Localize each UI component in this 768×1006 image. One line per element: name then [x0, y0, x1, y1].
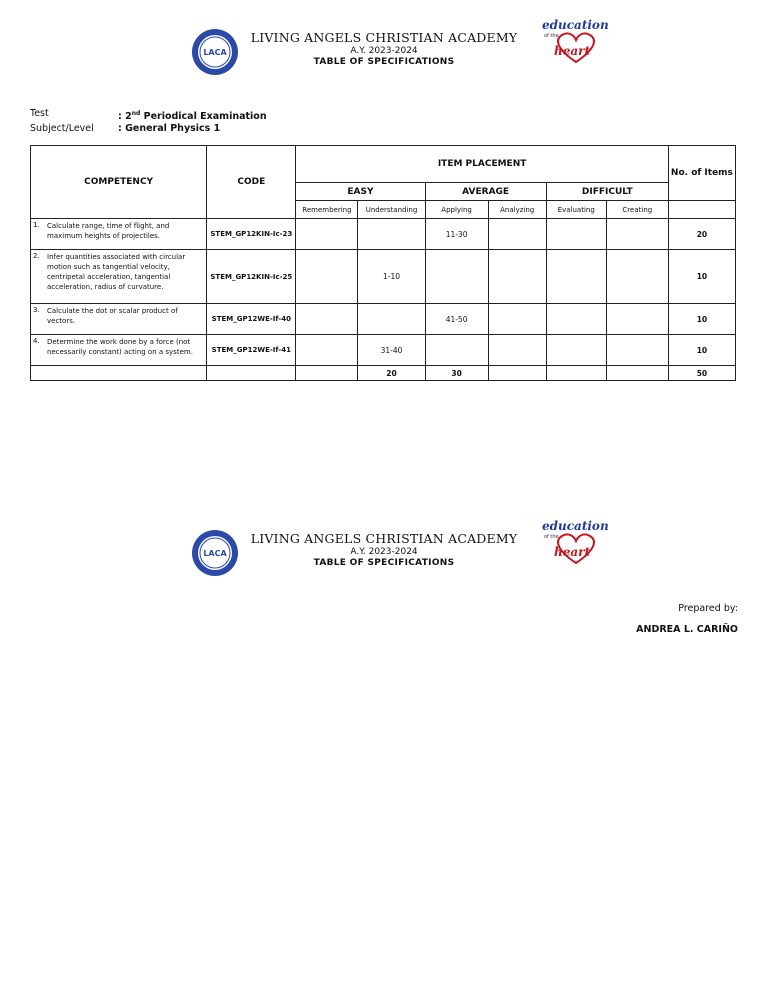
competency-text: Determine the work done by a force (not necessarily constant) acting on a system.: [47, 338, 193, 356]
placement-cell: [546, 250, 606, 304]
competency-number: 3.: [33, 306, 40, 314]
header-bottom: [0, 519, 768, 587]
placement-cell: [488, 335, 546, 366]
header-code: CODE: [207, 146, 296, 219]
level-applying: Applying: [425, 201, 488, 219]
level-evaluating: Evaluating: [546, 201, 606, 219]
competency-text: Calculate the dot or scalar product of vectors.: [47, 307, 178, 325]
code-cell: STEM_GP12WE-If-40: [207, 304, 296, 335]
placement-cell: [296, 250, 358, 304]
placement-cell: [606, 304, 668, 335]
specification-table: [30, 145, 736, 381]
prepared-by-label: Prepared by:: [678, 603, 738, 614]
subject-row: [30, 123, 267, 135]
placement-cell: 1-10: [358, 250, 425, 304]
totals-applying: 30: [425, 366, 488, 381]
totals-grand: 50: [668, 366, 735, 381]
totals-creating: [606, 366, 668, 381]
placement-cell: [358, 219, 425, 250]
header-titles: [230, 30, 538, 67]
competency-number: 1.: [33, 221, 40, 229]
academic-year: A.Y. 2023-2024: [350, 547, 418, 557]
competency-rows: [31, 219, 736, 366]
code-cell: STEM_GP12KIN-Ic-25: [207, 250, 296, 304]
seal-text: LACA: [203, 48, 227, 57]
logo-word-heart: heart: [554, 44, 590, 58]
competency-text: Infer quantities associated with circular motion such as tangential velocity, centripetal acceleration, tangential acceleration, radius of curvature.: [47, 253, 186, 291]
document-title: TABLE OF SPECIFICATIONS: [313, 57, 455, 67]
placement-cell: [546, 335, 606, 366]
totals-analyzing: [488, 366, 546, 381]
placement-cell: [296, 219, 358, 250]
document-title: TABLE OF SPECIFICATIONS: [313, 558, 455, 568]
subject-value: : General Physics 1: [118, 123, 221, 135]
placement-cell: [425, 335, 488, 366]
header-top: [0, 18, 768, 86]
placement-cell: [606, 335, 668, 366]
logo-word-of-the: of the: [544, 534, 559, 540]
competency-number: 2.: [33, 252, 40, 260]
exam-info: [30, 108, 267, 135]
placement-cell: [296, 335, 358, 366]
header-item-placement: ITEM PLACEMENT: [296, 146, 668, 183]
totals-evaluating: [546, 366, 606, 381]
header-no-of-items: No. of Items: [668, 146, 735, 201]
logo-word-education: education: [542, 519, 609, 533]
table-row: [31, 335, 736, 366]
header-difficult: DIFFICULT: [546, 183, 668, 201]
competency-cell: [31, 219, 207, 250]
test-value: : 2nd Periodical Examination: [118, 110, 267, 123]
education-of-the-heart-logo: [540, 18, 609, 68]
code-cell: STEM_GP12KIN-Ic-23: [207, 219, 296, 250]
competency-number: 4.: [33, 337, 40, 345]
level-analyzing: Analyzing: [488, 201, 546, 219]
prepared-by: [636, 603, 738, 635]
placement-cell: 11-30: [425, 219, 488, 250]
subject-label: Subject/Level: [30, 123, 94, 135]
competency-text: Calculate range, time of flight, and maximum heights of projectiles.: [47, 222, 170, 240]
placement-cell: [488, 250, 546, 304]
table-row: [31, 304, 736, 335]
seal-text: LACA: [203, 549, 227, 558]
items-cell: 10: [668, 304, 735, 335]
header-titles: [230, 531, 538, 568]
placement-cell: [606, 219, 668, 250]
table-row: [31, 250, 736, 304]
academic-year: A.Y. 2023-2024: [350, 46, 418, 56]
placement-cell: [296, 304, 358, 335]
placement-cell: [358, 304, 425, 335]
header-easy: EASY: [296, 183, 425, 201]
school-name: LIVING ANGELS CHRISTIAN ACADEMY: [250, 531, 518, 546]
level-understanding: Understanding: [358, 201, 425, 219]
logo-word-of-the: of the: [544, 33, 559, 39]
totals-remembering: [296, 366, 358, 381]
placement-cell: 31-40: [358, 335, 425, 366]
test-row: [30, 108, 267, 123]
competency-cell: [31, 250, 207, 304]
level-creating: Creating: [606, 201, 668, 219]
placement-cell: [546, 304, 606, 335]
placement-cell: [546, 219, 606, 250]
logo-word-heart: heart: [554, 545, 590, 559]
items-cell: 10: [668, 335, 735, 366]
preparer-name: ANDREA L. CARIÑO: [636, 624, 738, 635]
placement-cell: [425, 250, 488, 304]
placement-cell: [488, 219, 546, 250]
items-cell: 10: [668, 250, 735, 304]
competency-cell: [31, 335, 207, 366]
placement-cell: 41-50: [425, 304, 488, 335]
school-name: LIVING ANGELS CHRISTIAN ACADEMY: [250, 30, 518, 45]
level-spacer: [668, 201, 735, 219]
level-remembering: Remembering: [296, 201, 358, 219]
placement-cell: [606, 250, 668, 304]
placement-cell: [488, 304, 546, 335]
table-row: [31, 219, 736, 250]
totals-blank-code: [207, 366, 296, 381]
items-cell: 20: [668, 219, 735, 250]
header-average: AVERAGE: [425, 183, 546, 201]
header-competency: COMPETENCY: [31, 146, 207, 219]
logo-word-education: education: [542, 18, 609, 32]
totals-blank-competency: [31, 366, 207, 381]
code-cell: STEM_GP12WE-If-41: [207, 335, 296, 366]
totals-row: [31, 366, 736, 381]
test-label: Test: [30, 108, 49, 119]
totals-understanding: 20: [358, 366, 425, 381]
competency-cell: [31, 304, 207, 335]
education-of-the-heart-logo: [540, 519, 609, 569]
